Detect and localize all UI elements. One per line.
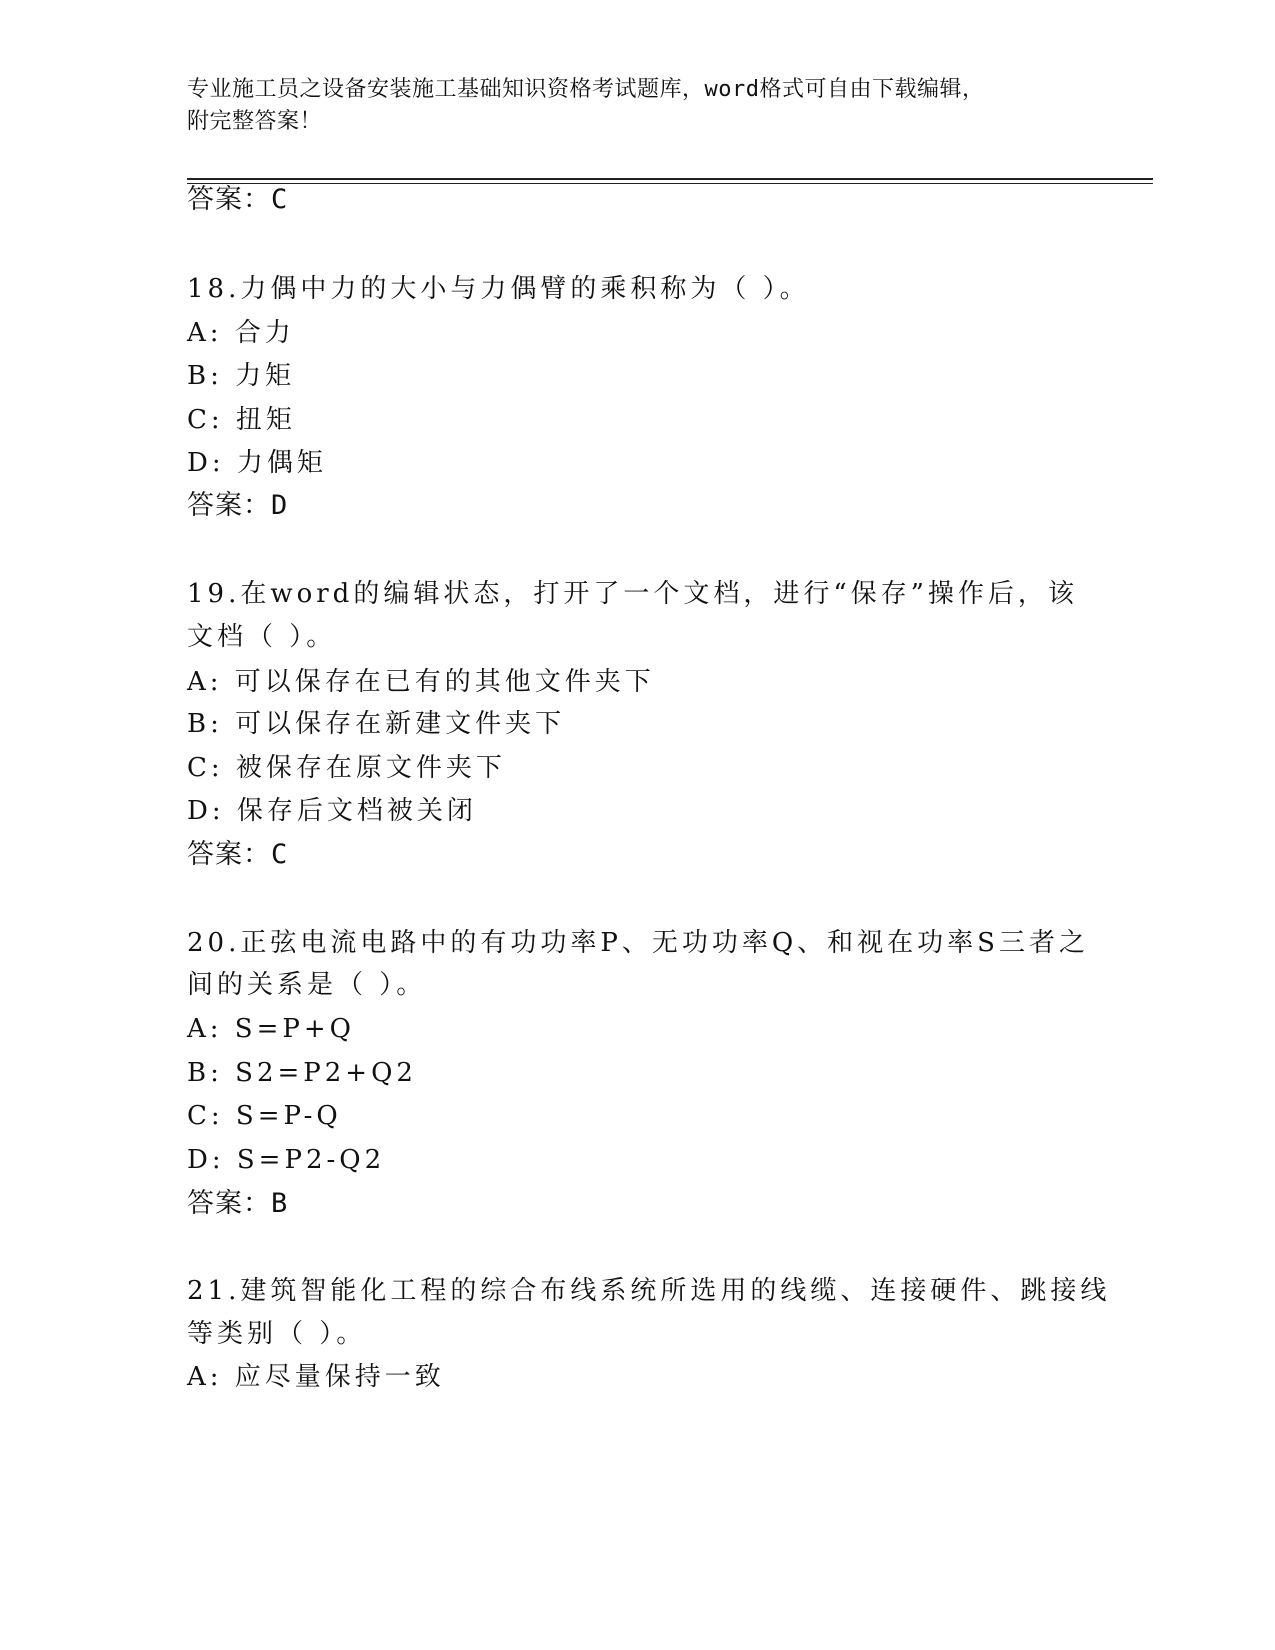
document-line: 间的关系是（ ）。 [187, 970, 427, 1000]
answer-value: D [271, 490, 289, 521]
answer-label: 答案： [187, 184, 271, 215]
answer-value: C [271, 184, 289, 215]
answer-label: 答案： [187, 490, 271, 521]
answer-label: 答案： [187, 1188, 271, 1219]
document-line: C: 被保存在原文件夹下 [187, 753, 506, 783]
header-line-1: 专业施工员之设备安装施工基础知识资格考试题库，word格式可自由下载编辑， [187, 77, 985, 102]
header-line-2: 附完整答案！ [187, 109, 323, 134]
document-line: A: 应尽量保持一致 [187, 1362, 445, 1392]
document-line: B: 可以保存在新建文件夹下 [187, 709, 566, 739]
document-line: 21.建筑智能化工程的综合布线系统所选用的线缆、连接硬件、跳接线 [187, 1276, 1111, 1306]
header-rule-thick [187, 178, 1153, 180]
document-line: B: 力矩 [187, 361, 296, 391]
document-line: D: 力偶矩 [187, 448, 327, 478]
document-line: C: S=P-Q [187, 1101, 342, 1131]
document-line: 文档（ ）。 [187, 622, 337, 652]
answer-line [187, 185, 288, 215]
document-line: 20.正弦电流电路中的有功功率P、无功功率Q、和视在功率S三者之 [187, 928, 1089, 958]
answer-line [187, 491, 288, 521]
document-line: C: 扭矩 [187, 405, 296, 435]
document-line: A: 可以保存在已有的其他文件夹下 [187, 667, 655, 697]
document-line: 19.在word的编辑状态，打开了一个文档，进行“保存”操作后，该 [187, 579, 1078, 609]
header-rule-thin [187, 183, 1153, 184]
answer-label: 答案： [187, 839, 271, 870]
document-header [187, 74, 1067, 138]
answer-line [187, 840, 288, 870]
document-line: 等类别（ ）。 [187, 1319, 367, 1349]
document-line: B: S2=P2+Q2 [187, 1058, 417, 1088]
answer-value: C [271, 839, 289, 870]
document-line: 18.力偶中力的大小与力偶臂的乘积称为（ ）。 [187, 274, 810, 304]
document-line: D: 保存后文档被关闭 [187, 796, 477, 826]
document-line: A: 合力 [187, 318, 295, 348]
document-line: D: S=P2-Q2 [187, 1145, 386, 1175]
answer-value: B [271, 1188, 289, 1219]
document-line: A: S=P+Q [187, 1014, 355, 1044]
answer-line [187, 1189, 288, 1219]
